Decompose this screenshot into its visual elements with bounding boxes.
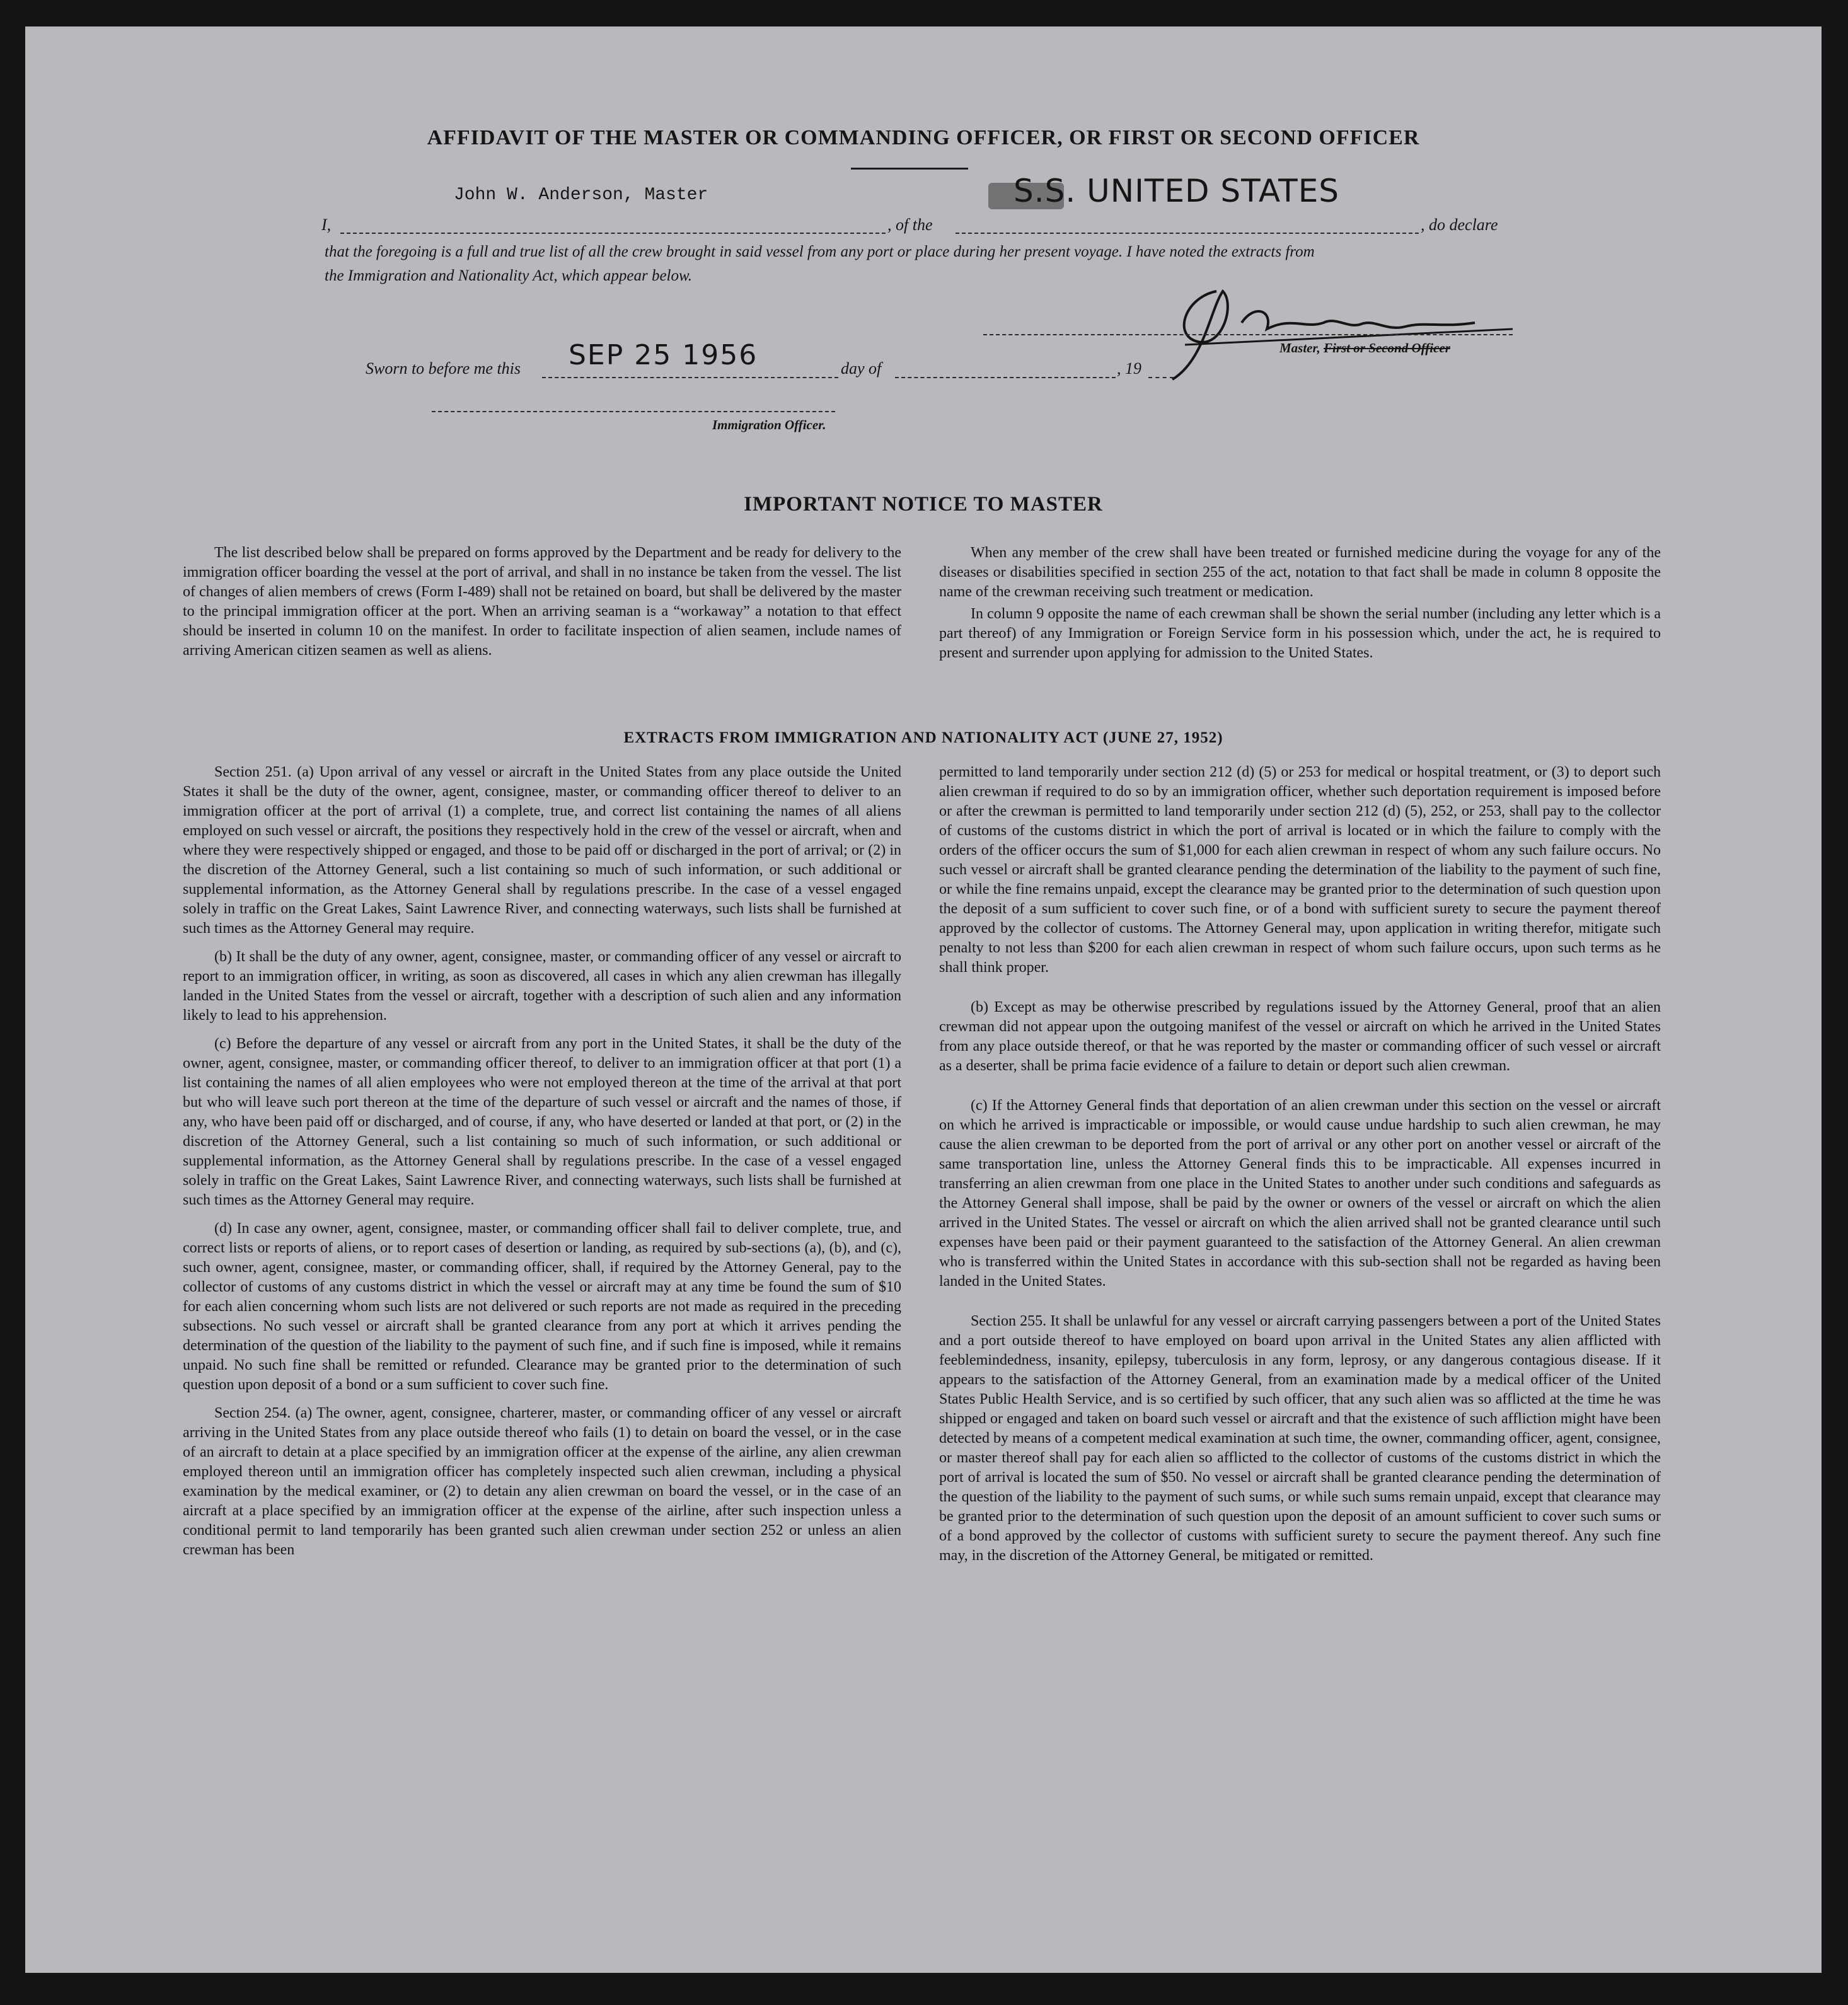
extracts-heading: EXTRACTS FROM IMMIGRATION AND NATIONALITY ACT (JUNE 27, 1952) — [623, 729, 1223, 746]
vessel-name: S.S. UNITED STATES — [1014, 173, 1340, 209]
year-line — [1148, 377, 1174, 378]
notice-left-column — [183, 543, 901, 669]
of-the-label: , of the — [887, 216, 933, 234]
notice-right-column — [939, 543, 1661, 672]
section-254-c: (c) If the Attorney General finds that deportation of an alien crewman under this section on the vessel or aircraft on which he arrived is impracticable or impossible, or would cause undue hardship to such alien crewman, he may cause the alien crewman to be deported from the port of arrival or any other port on another vessel or aircraft of the same transportation line, unless the Attorney General finds this to be impracticable. All expenses incurred in transferring an alien crewman from one place in the United States to another under such conditions and safeguards as the Attorney General shall impose, shall be paid by the owner or owners of the vessel or aircraft on which the alien arrived in the United States. The vessel or aircraft on which the alien arrived shall not be granted clearance until such expenses have been paid or their payment guaranteed to the satisfaction of the Attorney General. An alien crewman who is transferred within the United States in accordance with this sub-section shall not be regarded as having been landed in the United States. — [939, 1097, 1661, 1290]
section-254-a: Section 254. (a) The owner, agent, consignee, charterer, master, or commanding officer of any vessel or aircraft arriving in the United States from any place outside thereof who fails (1) to detain on board the vessel, or in the case of an aircraft to detain at a place specified by an immigration officer at the expense of the airline, any alien crewman employed thereon until an immigration officer has completely inspected such alien crewman, including a physical examination by the medical examiner, or (2) to detain any alien crewman on board the vessel, or in the case of an aircraft at a place specified by an immigration officer at the expense of the airline, after such inspection unless a conditional permit to land temporarily has been granted such alien crewman under section 252 or unless an alien crewman has been — [183, 1405, 901, 1558]
statement-line-2: the Immigration and Nationality Act, which appear below. — [325, 267, 693, 284]
master-label: Master, — [1279, 340, 1320, 355]
year-prefix: , 19 — [1117, 359, 1141, 378]
master-title — [1279, 340, 1450, 356]
affidavit-title: AFFIDAVIT OF THE MASTER OR COMMANDING OFFICER, OR FIRST OR SECOND OFFICER — [427, 126, 1420, 149]
day-of-label: day of — [841, 359, 882, 378]
section-251-d: (d) In case any owner, agent, consignee, master, or commanding officer shall fail to deliver complete, true, and correct lists or reports of aliens, or to report cases of desertion or landing, as required by sub-sections (a), (b), and (c), such owner, agent, consignee, master, or commanding officer, shall, if required by the Attorney General, pay to the collector of customs of any customs district in which the vessel or aircraft may at any time be found the sum of $10 for each alien concerning whom such lists are not delivered or such reports are not made as required in the preceding subsections. No such vessel or aircraft shall be granted clearance from any port at which it arrives pending the determination of the question of the liability to the payment of such fine, and if such fine is imposed, while it remains unpaid. No such fine shall be remitted or refunded. Clearance may be granted prior to the determination of such question upon deposit of a bond or a sum sufficient to cover such fine. — [183, 1220, 901, 1393]
document-page — [25, 26, 1822, 1973]
struck-officer-title: First or Second Officer — [1324, 340, 1450, 355]
immigration-officer-line — [432, 411, 835, 412]
section-254-a-continued: permitted to land temporarily under section 212 (d) (5) or 253 for medical or hospital treatment, or (3) to deport such alien crewman if required to do so by an immigration officer, whether such deportation requirement is imposed before or after the crewman is permitted to land temporarily under section 212 (d) (5), 252, or 253, shall pay to the collector of customs of the customs district in which the port of arrival is located or in which the failure to comply with the orders of the officer occurs the sum of $1,000 for each alien crewman in respect of whom any such failure occurs. No such vessel or aircraft shall be granted clearance pending the determination of the liability to the payment of such fine, or while the fine remains unpaid, except the clearance may be granted prior to the determination of such question upon the deposit of a sum sufficient to cover such fine, or of a bond with sufficient surety to secure the payment thereof approved by the collector of customs. The Attorney General may, upon application in writing therefor, mitigate such penalty to not less than $200 for each alien crewman in respect of whom such failure occurs, upon such terms as he shall think proper. — [939, 764, 1661, 976]
vessel-line — [956, 233, 1419, 234]
section-255: Section 255. It shall be unlawful for any vessel or aircraft carrying passengers between a port of the United States and a port outside thereof to have employed on board upon arrival in the United States any alien afflicted with feeblemindedness, insanity, epilepsy, tuberculosis in any form, leprosy, or any dangerous contagious disease. If it appears to the satisfaction of the Attorney General, from an examination made by a medical officer of the United States Public Health Service, and is so certified by such officer, that any such alien was so afflicted at the time he was shipped or engaged and taken on board such vessel or aircraft and that the existence of such affliction might have been detected by means of a competent medical examination at such time, the owner, commanding officer, agent, consignee, or master thereof shall pay for each alien so afflicted to the collector of customs of the customs district in which the port of arrival is located the sum of $50. No vessel or aircraft shall be granted clearance pending the determination of the question of the liability to the payment of such sums, or while such sums remain unpaid, except that clearance may be granted prior to the determination of such question upon the deposit of an amount sufficient to cover such sums or of a bond approved by the collector of customs with sufficient surety to secure the payment thereof. Any such fine may, in the discretion of the Attorney General, be mitigated or remitted. — [939, 1313, 1661, 1564]
month-line — [895, 377, 1116, 378]
signature-line — [983, 334, 1513, 335]
title-underline — [851, 168, 968, 170]
i-prefix: I, — [321, 216, 332, 234]
signature-mark — [1147, 266, 1557, 392]
section-251-b: (b) It shall be the duty of any owner, agent, consignee, master, or commanding officer of any vessel or aircraft to report to an immigration officer, in writing, as soon as discovered, all cases in which any alien crewman has illegally landed in the United States from the vessel or aircraft, together with a description of such alien and any information likely to lead to his apprehension. — [183, 949, 901, 1024]
notice-right-paragraph-1: When any member of the crew shall have been treated or furnished medicine during the voyage for any of the diseases or disabilities specified in section 255 of the act, notation to that fact shall be made in column 8 opposite the name of the crewman receiving such treatment or medication. — [939, 545, 1661, 600]
sworn-prefix: Sworn to before me this — [366, 359, 521, 378]
section-251-c: (c) Before the departure of any vessel or aircraft from any port in the United States, it shall be the duty of the owner, agent, consignee, master, or commanding officer thereof, to deliver to an immigration officer at that port (1) a list containing the names of all alien employees who were not employed thereon at the time of the arrival at that port but who will leave such port thereon at the time of the departure of such vessel or aircraft and the names of those, if any, who have been paid off or discharged, and of course, if any, who have deserted or landed at that port, or (2) in the discretion of the Attorney General, such a list containing so much of such information, or such additional or supplemental information, as the Attorney General shall by regulations prescribe. In the case of a vessel engaged solely in traffic on the Great Lakes, Saint Lawrence River, and connecting waterways, such lists shall be furnished at such times as the Attorney General may require. — [183, 1036, 901, 1208]
notice-left-paragraph: The list described below shall be prepared on forms approved by the Department and be ready for delivery to the immigration officer boarding the vessel at the port of arrival, and shall in no instance be taken from the vessel. The list of changes of alien members of crews (Form I-489) shall not be retained on board, but shall be delivered by the master to the principal immigration officer at the port. When an arriving seaman is a “workaway” a notation to that effect should be inserted in column 10 on the manifest. In order to facilitate inspection of alien seamen, include names of arriving American citizen seamen as well as aliens. — [183, 545, 901, 659]
notice-heading: IMPORTANT NOTICE TO MASTER — [744, 493, 1103, 516]
do-declare-label: , do declare — [1421, 216, 1498, 234]
section-254-b: (b) Except as may be otherwise prescribed by regulations issued by the Attorney General, proof that an alien crewman did not appear upon the outgoing manifest of the vessel or aircraft on which he arrived in the United States from any place outside thereof, or that he was reported by the master or commanding officer of such vessel or aircraft as a deserter, shall be prima facie evidence of a failure to detain or deport such alien crewman. — [939, 999, 1661, 1074]
extracts-left-column — [183, 763, 901, 1569]
statement-line-1: that the foregoing is a full and true list of all the crew brought in said vessel from any port or place during her present voyage. I have noted the extracts from — [325, 243, 1315, 260]
notice-right-paragraph-2: In column 9 opposite the name of each crewman shall be shown the serial number (including any letter which is a part thereof) of any Immigration or Foreign Service form in his possession which, under the act, he is required to present and surrender upon applying for admission to the United States. — [939, 606, 1661, 661]
sworn-date-stamp: SEP 25 1956 — [569, 339, 758, 371]
sworn-day-line — [542, 377, 838, 378]
extracts-right-column — [939, 763, 1661, 1575]
immigration-officer-label: Immigration Officer. — [712, 417, 826, 432]
declarant-name: John W. Anderson, Master — [454, 185, 708, 205]
declarant-line — [340, 233, 886, 234]
section-251-a: Section 251. (a) Upon arrival of any vessel or aircraft in the United States from any place outside the United States it shall be the duty of the owner, agent, consignee, master, or commanding officer thereof to deliver to an immigration officer at the port of arrival (1) a complete, true, and correct list containing the names of all aliens employed on such vessel or aircraft, the positions they respectively hold in the crew of the vessel or aircraft, when and where they were respectively shipped or engaged, and those to be paid off or discharged in the port of arrival; or (2) in the discretion of the Attorney General, such a list containing so much of such information, or such additional or supplemental information, as the Attorney General shall by regulations prescribe. In the case of a vessel engaged solely in traffic on the Great Lakes, Saint Lawrence River, and connecting waterways, such lists shall be furnished at such times as the Attorney General may require. — [183, 764, 901, 937]
